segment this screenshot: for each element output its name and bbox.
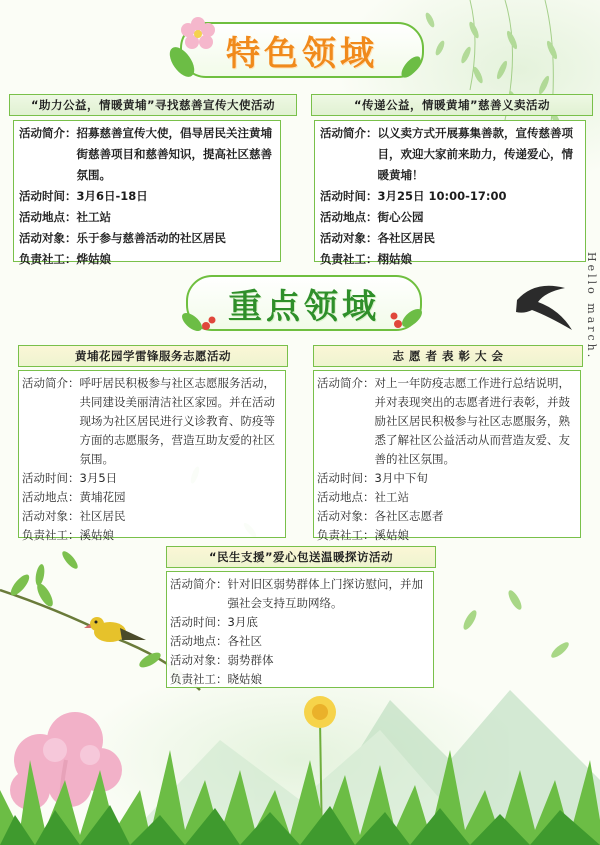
time-label: 活动时间： (317, 471, 375, 485)
worker-label: 负责社工： (22, 528, 80, 542)
card-row-target (170, 651, 429, 670)
time-value: 3月5日 (79, 471, 118, 485)
key-section-title: 重点领域 (228, 286, 380, 327)
target-value: 各社区居民 (377, 231, 435, 245)
card-row-intro (170, 575, 429, 613)
card-row-place (170, 632, 429, 651)
care-package-card-title (166, 546, 436, 568)
card-title-text: 志 愿 者 表 彰 大 会 (392, 349, 504, 363)
flower-leaf-icon (168, 10, 228, 80)
swallow-bird-decoration (516, 286, 572, 330)
card-row-target (19, 228, 276, 249)
berry-leaf-icon (388, 298, 428, 334)
place-value: 社工站 (374, 490, 409, 504)
card-row-time (317, 469, 576, 488)
card-row-worker (19, 249, 276, 270)
time-label: 活动时间： (19, 189, 77, 203)
time-value: 3月6日-18日 (76, 189, 148, 203)
volunteer-award-card-title (313, 345, 583, 367)
card-row-place (320, 207, 581, 228)
charity-ambassador-card (13, 120, 281, 266)
card-row-place (22, 488, 281, 507)
card-row-worker (170, 670, 429, 689)
leaf-icon (396, 52, 426, 82)
charity-sale-card-title (311, 94, 593, 116)
time-label: 活动时间： (22, 471, 80, 485)
card-row-worker (320, 249, 581, 270)
intro-value: 呼吁居民积极参与社区志愿服务活动，共同建设美丽清洁社区家园。并在活动现场为社区居民进行义诊教育、防疫等方面的志愿服务，营造互助友爱的社区氛围。 (79, 376, 275, 466)
intro-value: 对上一年防疫志愿工作进行总结说明，并对表现突出的志愿者进行表彰，并鼓励社区居民积极参与社区志愿服务，熟悉了解社区公益活动从而营造友爱、友善的社区氛围。 (374, 376, 570, 466)
worker-label: 负责社工： (320, 252, 378, 266)
card-row-intro (22, 374, 281, 469)
featured-section-title: 特色领域 (226, 33, 378, 74)
card-row-time (320, 186, 581, 207)
card-row-target (22, 507, 281, 526)
volunteer-service-card-title (18, 345, 288, 367)
intro-value: 以义卖方式开展募集善款，宣传慈善项目，欢迎大家前来助力，传递爱心，情暖黄埔！ (377, 126, 573, 182)
time-label: 活动时间： (320, 189, 378, 203)
target-label: 活动对象： (19, 231, 77, 245)
worker-value: 晓姑娘 (227, 672, 262, 686)
volunteer-award-card (313, 370, 581, 542)
worker-value: 栩姑娘 (377, 252, 412, 266)
worker-value: 烨姑娘 (76, 252, 111, 266)
intro-value: 针对旧区弱势群体上门探访慰问，并加强社会支持互助网络。 (227, 577, 423, 610)
place-value: 街心公园 (377, 210, 424, 224)
card-row-intro (317, 374, 576, 469)
care-package-card (166, 571, 434, 688)
place-value: 社工站 (76, 210, 111, 224)
intro-label: 活动简介： (19, 126, 77, 140)
place-label: 活动地点： (19, 210, 77, 224)
card-row-place (317, 488, 576, 507)
target-value: 各社区志愿者 (374, 509, 444, 523)
card-title-text: 黄埔花园学雷锋服务志愿活动 (75, 349, 231, 363)
place-value: 黄埔花园 (79, 490, 126, 504)
volunteer-service-card (18, 370, 286, 542)
time-value: 3月中下旬 (374, 471, 428, 485)
place-label: 活动地点： (22, 490, 80, 504)
hello-march-text: Hello march. (585, 252, 598, 361)
worker-value: 溪姑娘 (79, 528, 114, 542)
worker-label: 负责社工： (19, 252, 77, 266)
charity-ambassador-card-title (9, 94, 297, 116)
card-title-text: “助力公益，情暖黄埔”寻找慈善宣传大使活动 (30, 98, 276, 112)
card-row-worker (317, 526, 576, 545)
intro-label: 活动简介： (170, 577, 228, 591)
place-value: 各社区 (227, 634, 262, 648)
target-label: 活动对象： (22, 509, 80, 523)
intro-label: 活动简介： (320, 126, 378, 140)
target-label: 活动对象： (320, 231, 378, 245)
berry-leaf-icon (178, 300, 218, 336)
card-row-time (170, 613, 429, 632)
card-row-intro (320, 123, 581, 186)
intro-label: 活动简介： (22, 376, 80, 390)
key-section-banner (186, 275, 422, 331)
card-row-intro (19, 123, 276, 186)
target-value: 乐于参与慈善活动的社区居民 (76, 231, 226, 245)
time-label: 活动时间： (170, 615, 228, 629)
time-value: 3月底 (227, 615, 258, 629)
place-label: 活动地点： (170, 634, 228, 648)
card-row-target (320, 228, 581, 249)
intro-label: 活动简介： (317, 376, 375, 390)
card-row-time (22, 469, 281, 488)
time-value: 3月25日 10:00-17:00 (377, 189, 507, 203)
worker-label: 负责社工： (317, 528, 375, 542)
intro-value: 招募慈善宣传大使，倡导居民关注黄埔街慈善项目和慈善知识，提高社区慈善氛围。 (76, 126, 272, 182)
target-label: 活动对象： (170, 653, 228, 667)
card-title-text: “传递公益，情暖黄埔”慈善义卖活动 (353, 98, 551, 112)
card-row-time (19, 186, 276, 207)
worker-label: 负责社工： (170, 672, 228, 686)
target-value: 弱势群体 (227, 653, 274, 667)
place-label: 活动地点： (320, 210, 378, 224)
charity-sale-card (314, 120, 586, 266)
card-row-place (19, 207, 276, 228)
card-row-target (317, 507, 576, 526)
target-value: 社区居民 (79, 509, 126, 523)
worker-value: 溪姑娘 (374, 528, 409, 542)
place-label: 活动地点： (317, 490, 375, 504)
card-row-worker (22, 526, 281, 545)
target-label: 活动对象： (317, 509, 375, 523)
card-title-text: “民生支援”爱心包送温暖探访活动 (208, 550, 394, 564)
